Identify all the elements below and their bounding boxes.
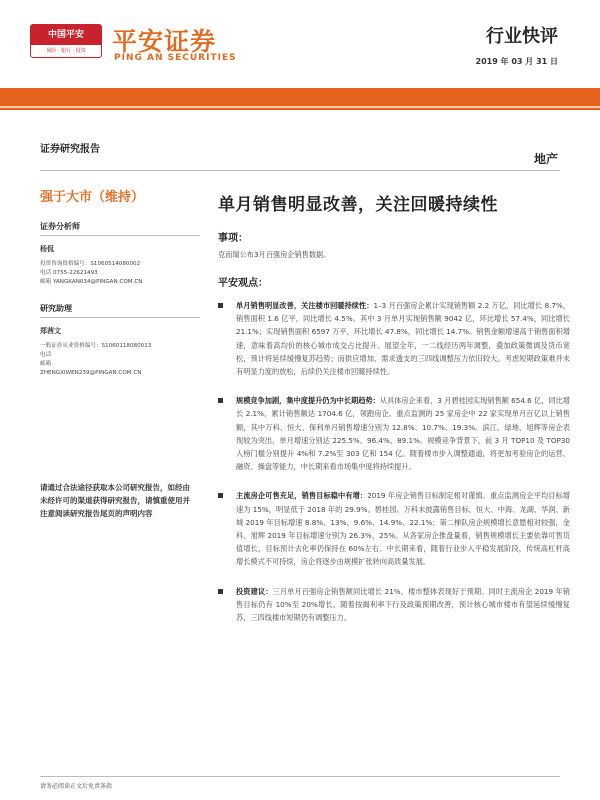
view-item <box>218 299 570 378</box>
analyst-heading: 证券分析师 <box>40 221 200 236</box>
section-divider <box>40 170 560 171</box>
rating-label: 强于大市（维持） <box>40 190 145 205</box>
assistant-heading: 研究助理 <box>40 303 200 318</box>
view-item <box>218 489 570 568</box>
view-item <box>218 585 570 625</box>
report-date: 2019 年 03 月 31 日 <box>475 57 558 66</box>
logo-top-text: 中国平安 <box>31 25 101 45</box>
square-bullet-icon <box>218 493 223 498</box>
analyst-phone: 电话 0755-22621493 <box>40 270 98 276</box>
view-lead: 投资建议： <box>236 586 273 596</box>
sidebar <box>40 186 205 378</box>
analyst-email[interactable]: 邮箱 YANGKAN034@PINGAN.COM.CN <box>40 279 143 285</box>
header-bar-stripe <box>0 106 600 108</box>
analyst-license: 投资咨询资格编号：S1060514080002 <box>40 261 141 267</box>
square-bullet-icon <box>218 398 223 403</box>
item-text: 克而瑞公布3月百强房企销售数据。 <box>218 250 331 259</box>
assistant-phone: 电话 <box>40 352 52 358</box>
view-item <box>218 394 570 473</box>
square-bullet-icon <box>218 303 223 308</box>
analyst-name: 杨侃 <box>40 245 54 253</box>
assistant-contact <box>40 342 205 378</box>
analyst-contact <box>40 260 205 287</box>
view-lead: 主流房企可售充足，销售目标稳中有增： <box>236 491 368 501</box>
report-title: 单月销售明显改善，关注回暖持续性 <box>218 195 498 215</box>
header-orange-bar <box>0 88 600 110</box>
ping-an-logo <box>30 24 102 58</box>
footer-divider <box>40 776 560 777</box>
assistant-name: 郑茜文 <box>40 327 61 335</box>
report-header <box>0 0 600 86</box>
square-bullet-icon <box>218 589 223 594</box>
brand-name-en: PING AN SECURITIES <box>114 53 237 63</box>
view-body: 2019 年房企销售目标制定相对谨慎。重点监测房企平均目标增速为 15%，明显低于 2018 年的 29.9%。碧桂园、万科未披露销售目标，恒大、中海、龙湖、华润、新城 2019 年目标增速 8.8%、13%、9.6%、14.9%、22.1%；第二梯队房企规模增长意愿相对较强，金科、旭辉 2019 年目标增速分别为 26.3%、25%。从各家房企推盘量看，销售规模增长主要依靠可售货值增长，目标预计去化率仍保持在 60%左右。中长期来看，随着行业步入平稳发展阶段，传统高杠杆高增长模式不可持续，房企将逐步由规模扩张转向高质量发展。 <box>236 491 570 567</box>
main-content <box>218 190 570 624</box>
views-list <box>218 299 570 624</box>
footer-note: 请务必阅读正文后免责条款 <box>40 783 113 790</box>
sidebar-disclaimer: 请通过合法途径获取本公司研究报告，如经由未经许可的渠道获得研究报告，请慎重使用并注意阅读研究报告尾页的声明内容 <box>40 483 190 518</box>
views-heading: 平安观点： <box>218 278 268 289</box>
view-body: 1–3 月百强房企累计实现销售额 2.2 万亿，同比增长 8.7%，销售面积 1.6 亿平，同比增长 4.5%。其中 3 月单月实现销售额 9042 亿，环比增长 57.4%，同比增长 21.1%；实现销售面积 6597 万平，环比增长 47.8%，同比增长 14.7%。销售金额增速高于销售面积增速，意味着高均价的核心城市成交占比提升。展望全年，一二线经历两年调整，叠加政策微调及货币宽松，预计将延续缓慢复苏趋势；而供应增加、需求透支的三四线调整压力依旧较大。考虑短期政策难并未有明显力度的放松，后续仍关注楼市回暖持续性。 <box>236 301 570 377</box>
view-body: 三月单月百强房企销售额同比增长 21%，楼市整体表现好于预期。同时主流房企 2019 年销售目标仍有 10%至 20%增长。随着按揭利率下行及政策预期改善，预计核心城市楼市有望延续缓慢复苏，三四线楼市短期仍有调整压力。 <box>236 586 570 623</box>
assistant-license: 一般证券从业资格编号：S1060118080013 <box>40 343 152 349</box>
view-lead: 单月销售明显改善，关注楼市回暖持续性： <box>236 301 374 310</box>
assistant-email[interactable]: ZHENGXIWEN239@PINGAN.COM.CN <box>40 370 142 376</box>
assistant-email-label: 邮箱 <box>40 361 52 367</box>
report-type-label: 证券研究报告 <box>40 144 100 155</box>
view-body: 从具体房企来看，3 月碧桂园实现销售额 654.6 亿，同比增长 2.1%，累计销售额达 1704.6 亿，领跑房企。重点监测的 25 家房企中 22 家实现单月百亿以上销售额，其中万科、恒大、保利单月销售增速分别为 12.8%、10.7%、19.3%。滨江、绿地、旭辉等房企表现较为突出，单月增速分别达 225.5%、96.4%、89.1%。规模竞争背景下，前 3 月 TOP10 及 TOP30 入榜门槛分别提升 4%和 7.2%至 303 亿和 154 亿。随着楼市步入调整通道，将更加考验房企的运营、融资、操盘等能力，中长期来看市场集中度将持续提升。 <box>236 396 570 472</box>
brand-name-cn: 平安证券 <box>112 27 217 56</box>
sector-label: 地产 <box>533 152 558 166</box>
view-lead: 规模竞争加剧，集中度提升仍为中长期趋势： <box>236 396 380 406</box>
item-heading: 事项： <box>218 233 248 244</box>
document-type: 行业快评 <box>486 26 558 47</box>
logo-bottom-text: 保险 · 银行 · 投资 <box>46 48 86 54</box>
